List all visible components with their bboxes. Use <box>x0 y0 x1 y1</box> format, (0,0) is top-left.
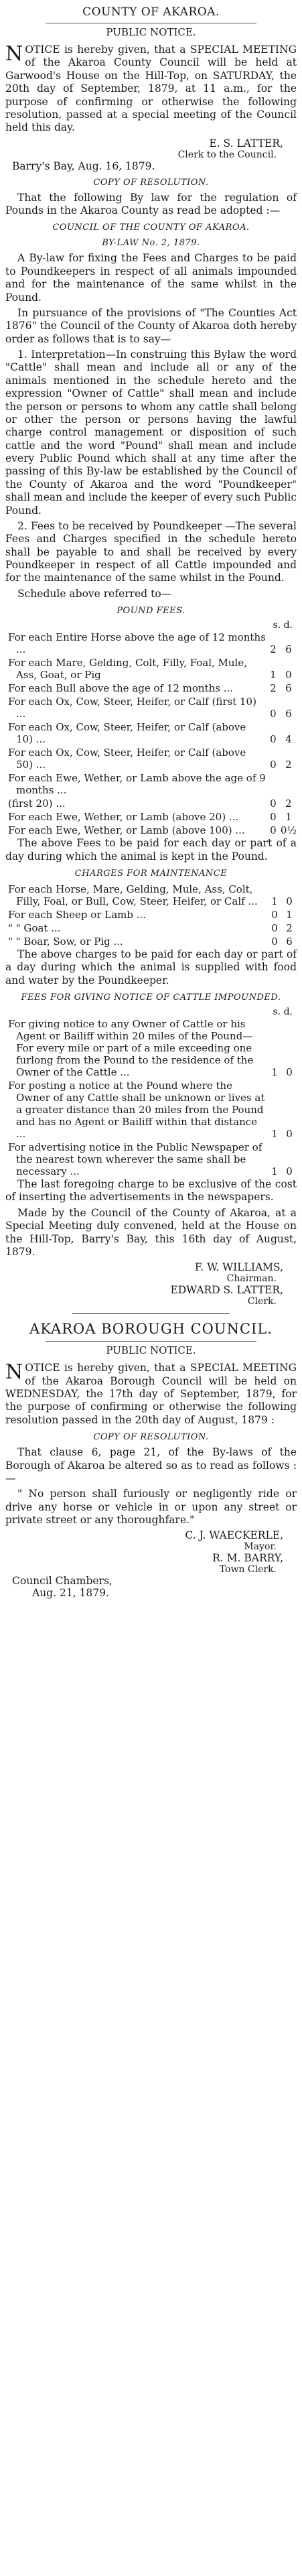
bylaw-paragraph: A By-law for fixing the Fees and Charges to be paid to Poundkeepers in respect of all animals impounded and for the maintenance of the same whilst in the Pound. <box>5 252 297 304</box>
fee-row: For each Ox, Cow, Steer, Heifer, or Calf (first 10) ... 0 6 <box>8 696 292 720</box>
fee-row: For each Ox, Cow, Steer, Heifer, or Calf (above 50) ... 0 2 <box>8 747 292 771</box>
fee-row: For each Ox, Cow, Steer, Heifer, or Calf (above 10) ... 0 4 <box>8 721 292 746</box>
maintenance-note: The above charges to be paid for each day or part of a day during which the animal is supplied with food and water by the Poundkeeper. <box>5 948 297 986</box>
notice-fees-note: The last foregoing charge to be exclusive of the cost of inserting the advertisements in the newspapers. <box>5 1178 297 1204</box>
clerk-title: Clerk to the Council. <box>177 149 277 160</box>
borough-quote: " No person shall furiously or negligently ride or drive any horse or vehicle in or upon any street or private street or any thoroughfare." <box>5 1488 297 1526</box>
fee-row: " " Boar, Sow, or Pig ... 0 6 <box>8 935 293 948</box>
notice-subtitle: PUBLIC NOTICE. <box>106 26 196 38</box>
fee-row: For each Ewe, Wether, or Lamb above the age of 9 months ... <box>8 772 266 797</box>
borough-date: Aug. 21, 1879. <box>32 1587 109 1600</box>
made-by-text: Made by the Council of the County of Akaroa, at a Special Meeting duly convened, held at the House on the Hill-Top, Barry's Bay, this 16th day of August, 1879. <box>5 1206 297 1258</box>
notice-title: COUNTY OF AKAROA. <box>82 5 220 19</box>
meeting-notice-text: NOTICE is hereby given, that a SPECIAL MEETING of the Akaroa County Council will be held at Garwood's House on the Hill-Top, on SATURDAY, the 20th day of September, 1879, at 11 a.m., for the purpose of confirming or otherwise the following resolution, passed at a special meeting of the Council held this day. <box>5 42 297 134</box>
pound-fees-heading: POUND FEES. <box>117 606 185 617</box>
fee-row: For posting a notice at the Pound where the Owner of any Cattle shall be unknown or lives at a greater distance than 20 miles from the Pound and has no Agent or Bailiff within that distance ... 1 0 <box>8 1080 293 1140</box>
fee-row: (first 20) ... 0 2 <box>8 797 292 810</box>
fee-row: For each Ewe, Wether, or Lamb (above 20) ... 0 1 <box>8 811 292 824</box>
fee-row: For each Bull above the age of 12 months ... 2 6 <box>8 682 292 695</box>
chairman-title: Chairman. <box>226 1273 277 1285</box>
section-divider <box>72 1313 230 1314</box>
clerk-signature: E. S. LATTER, <box>209 137 283 149</box>
notice-fees-table <box>5 1017 297 1178</box>
currency-columns: s. d. <box>273 620 293 631</box>
council-line: COUNCIL OF THE COUNTY OF AKAROA. <box>52 222 250 233</box>
bylaw-paragraph: 2. Fees to be received by Poundkeeper —The several Fees and Charges specified in the schedule hereto shall be payable to and shall be received by every Poundkeeper in respect of all Cattle impounded and for the maintenance of the same whilst in the Pound. <box>5 519 297 584</box>
borough-title: AKAROA BOROUGH COUNCIL. <box>29 1321 273 1338</box>
bylaw-paragraph: 1. Interpretation—In construing this Bylaw the word "Cattle" shall mean and include all or any of the animals mentioned in the schedule hereto and the expression "Owner of Cattle" shall mean and include the person or persons to whom any cattle shall belong or other the person or persons having the lawful charge control management or disposition of such cattle and the word "Pound" shall mean and include every Public Pound which shall at any time after the passing of this By-law be established by the Council of the County of Akaroa and the word "Poundkeeper" shall mean and include the keeper of every such Public Pound. <box>5 348 297 517</box>
borough-notice-text: NOTICE is hereby given, that a SPECIAL MEETING of the Akaroa Borough Council will be held on WEDNESDAY, the 17th day of September, 1879, for the purpose of confirming or otherwise the following resolution passed in the 20th day of August, 1879 : <box>5 1360 297 1426</box>
divider <box>46 1341 256 1342</box>
fee-row: For each Mare, Gelding, Colt, Filly, Foal, Mule, Ass, Goat, or Pig 1 0 <box>8 657 292 682</box>
borough-resolution-heading: COPY OF RESOLUTION. <box>93 1432 209 1443</box>
fee-row: For each Entire Horse above the age of 12 months ... 2 6 <box>8 631 292 656</box>
fee-row: For each Horse, Mare, Gelding, Mule, Ass, Colt, Filly, Foal, or Bull, Cow, Steer, Heifer, or Calf ... 1 0 <box>8 883 293 907</box>
resolution-heading: COPY OF RESOLUTION. <box>93 177 209 188</box>
town-clerk-signature: R. M. BARRY, <box>212 1552 283 1565</box>
pound-fees-table <box>5 631 297 837</box>
bylaw-number: BY-LAW No. 2, 1879. <box>102 238 200 249</box>
mayor-signature: C. J. WAECKERLE, <box>185 1529 283 1542</box>
fee-row: For each Ewe, Wether, or Lamb (above 100) ... 0 0½ <box>8 824 297 837</box>
currency-columns: s. d. <box>273 1007 293 1017</box>
schedule-intro: Schedule above referred to— <box>17 587 172 600</box>
place-date: Barry's Bay, Aug. 16, 1879. <box>12 159 155 172</box>
borough-clause: That clause 6, page 21, of the By-laws of the Borough of Akaroa be altered so as to read as follows :— <box>5 1446 297 1484</box>
town-clerk-title: Town Clerk. <box>219 1564 277 1575</box>
maintenance-heading: CHARGES FOR MAINTENANCE <box>74 868 228 879</box>
fee-row: For each Sheep or Lamb ... 0 1 <box>8 908 293 921</box>
clerk-signature-2: EDWARD S. LATTER, <box>170 1284 283 1297</box>
maintenance-table <box>5 883 297 948</box>
fee-row: For advertising notice in the Public Newspaper of the nearest town wherever the same shall be necessary ... 1 0 <box>8 1141 293 1177</box>
mayor-title: Mayor. <box>244 1541 277 1553</box>
notice-fees-heading: FEES FOR GIVING NOTICE OF CATTLE IMPOUNDED. <box>21 992 281 1003</box>
clerk-title-2: Clerk. <box>247 1296 277 1307</box>
fee-row: For giving notice to any Owner of Cattle or his Agent or Bailiff within 20 miles of the Pound—For every mile or part of a mile exceeding one furlong from the Pound to the residence of the Owner of the Cattle ... 1 0 <box>8 1018 293 1078</box>
fee-row: " " Goat ... 0 2 <box>8 921 293 934</box>
pound-fees-note: The above Fees to be paid for each day or part of a day during which the animal is kept in the Pound. <box>5 837 297 862</box>
borough-subtitle: PUBLIC NOTICE. <box>106 1344 196 1357</box>
chairman-signature: F. W. WILLIAMS, <box>194 1261 283 1274</box>
council-chambers: Council Chambers, <box>12 1575 112 1588</box>
resolution-text: That the following By law for the regulation of Pounds in the Akaroa County as read be adopted :— <box>5 191 297 216</box>
bylaw-paragraph: In pursuance of the provisions of "The Counties Act 1876" the Council of the County of Akaroa doth hereby order as follows that is to say— <box>5 306 297 345</box>
